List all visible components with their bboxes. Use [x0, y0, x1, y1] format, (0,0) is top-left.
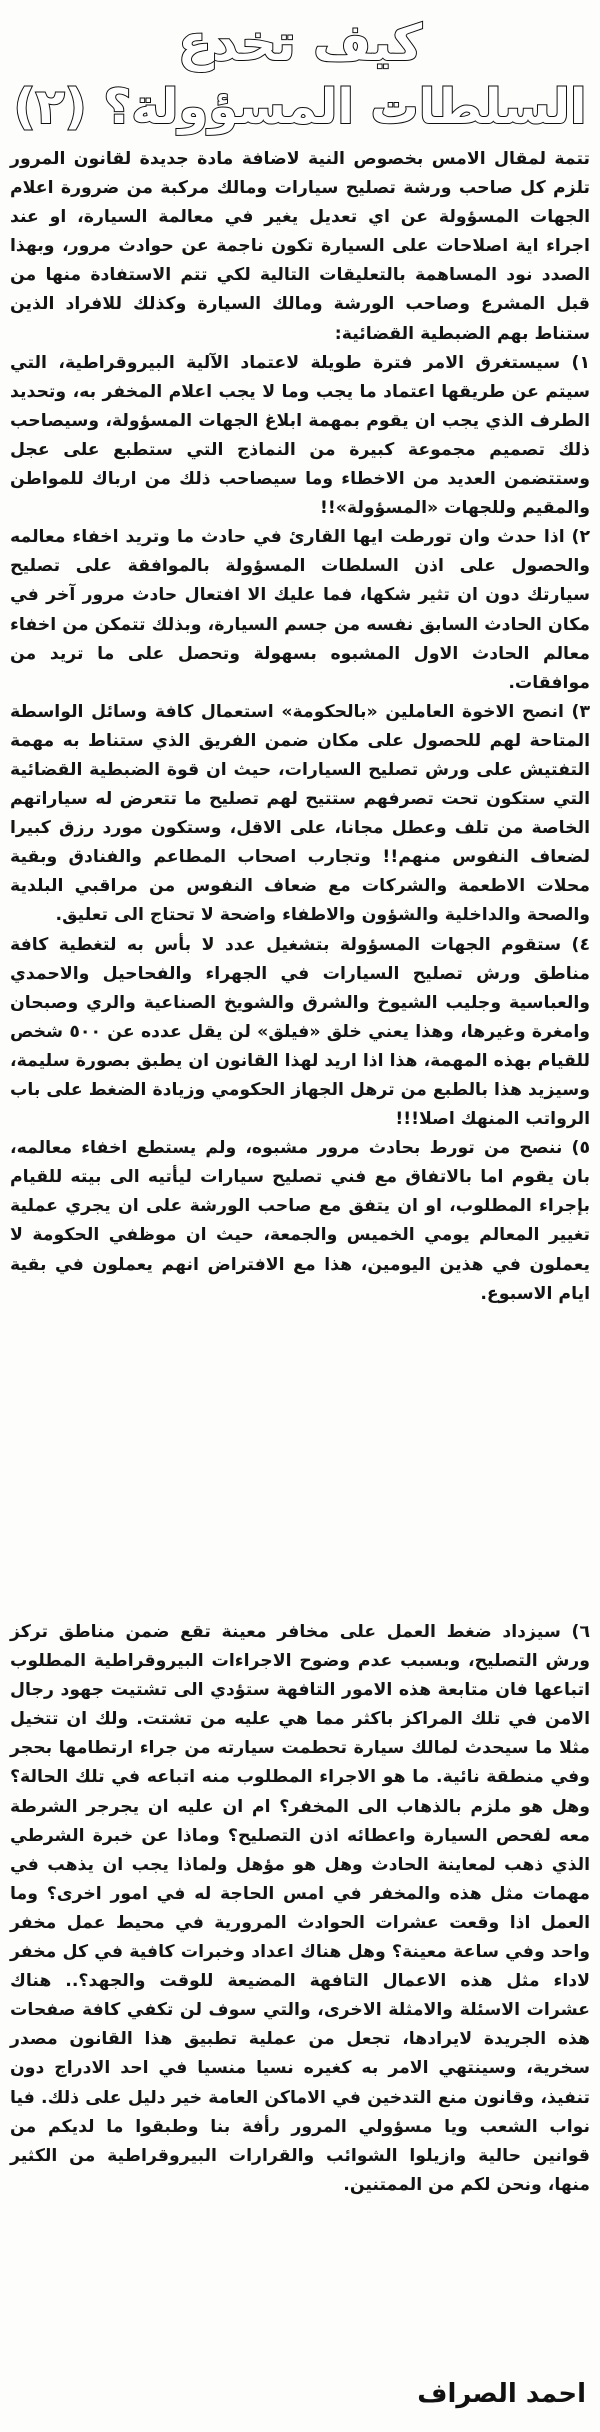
headline-line-2: السلطات المسؤولة؟ (٢) [13, 79, 587, 135]
point-5-paragraph: ٥) ننصح من تورط بحادث مرور مشبوه، ولم يستطع اخفاء معالمه، بان يقوم اما بالاتفاق مع فني تصليح سيارات ليأتيه الى بيته للقيام بإجراء المطلوب، او ان يتفق مع صاحب الورشة على ان يجري عملية تغيير المعالم يومي الخميس والجمعة، حيث ان موظفي الحكومة لا يعملون في هذين اليومين، هذا مع الافتراض انهم يعملون في بقية ايام الاسبوع. [10, 1138, 590, 1304]
point-6-paragraph: ٦) سيزداد ضغط العمل على مخافر معينة تقع ضمن مناطق تركز ورش التصليح، وبسبب عدم وضوح الاجراءات البيروقراطية المطلوب اتباعها فان متابعة هذه الامور التافهة ستؤدي الى تشتيت جهود رجال الامن في تلك المراكز باكثر مما هي عليه من تشتت. ولك ان تتخيل مثلا ما سيحدث لمالك سيارة تحطمت سيارته من جراء ارتطامها بحجر وفي منطقة نائية. ما هو الاجراء المطلوب منه اتباعه في تلك الحالة؟ وهل هو ملزم بالذهاب الى المخفر؟ ام ان عليه ان يجرجر الشرطة معه لفحص السيارة واعطائه اذن التصليح؟ وماذا عن خبرة الشرطي الذي ذهب لمعاينة الحادث وهل هو مؤهل ولماذا يجب ان يذهب في مهمات مثل هذه والمخفر في امس الحاجة له في امور اخرى؟ وما العمل اذا وقعت عشرات الحوادث المرورية في محيط عمل مخفر واحد وفي ساعة معينة؟ وهل هناك اعداد وخبرات كافية في كل مخفر لاداء مثل هذه الاعمال التافهة المضيعة للوقت والجهد؟.. هناك عشرات الاسئلة والامثلة الاخرى، والتي سوف لن تكفي كافة صفحات هذه الجريدة لايرادها، تجعل من عملية تطبيق هذا القانون مصدر سخرية، وسينتهي الامر به كغيره نسيا منسيا في احد الادراج دون تنفيذ، وقانون منع التدخين في الاماكن العامة خير دليل على ذلك. فيا نواب الشعب ويا مسؤولي المرور رأفة بنا وطبقوا ما لديكم من قوانين حالية وازيلوا الشوائب والقرارات البيروقراطية من الكثير منها، ونحن لكم من الممتنين. [10, 1622, 590, 2195]
author-byline: احمد الصراف [417, 2379, 586, 2409]
point-1-paragraph: ١) سيستغرق الامر فترة طويلة لاعتماد الآلية البيروقراطية، التي سيتم عن طريقها اعتماد ما يجب وما لا يجب اعلام المخفر به، وتحديد الطرف الذي يجب ان يقوم بمهمة ابلاغ الجهات المسؤولة، وسيصاحب ذلك تصميم مجموعة كبيرة من النماذج التي ستطبع على عجل وستتضمن العديد من الاخطاء وما سيصاحب ذلك من ارباك للمواطن والمقيم وللجهات «المسؤولة»!! [10, 352, 590, 519]
point-4-paragraph: ٤) ستقوم الجهات المسؤولة بتشغيل عدد لا بأس به لتغطية كافة مناطق ورش تصليح السيارات في الجهراء والفحاحيل والاحمدي والعباسية وجليب الشيوخ والشرق والشويخ الصناعية والري وصبحان وامغرة وغيرها، وهذا يعني خلق «فيلق» لن يقل عدده عن ٥٠٠ شخص للقيام بهذه المهمة، هذا اذا اريد لهذا القانون ان يطبق بصورة سليمة، وسيزيد هذا بالطبع من ترهل الجهاز الحكومي وزيادة الضغط على باب الرواتب المنهك اصلا!!! [10, 934, 590, 1130]
intro-paragraph: تتمة لمقال الامس بخصوص النية لاضافة مادة جديدة لقانون المرور تلزم كل صاحب ورشة تصليح سيارات ومالك مركبة من ضرورة اعلام الجهات المسؤولة عن اي تعديل يغير في معالمة السيارة، او عند اجراء اية اصلاحات على السيارة تكون ناجمة عن حوادث مرور، وبهذا الصدد نود المساهمة بالتعليقات التالية لكي تتم الاستفادة منها من قبل المشرع وصاحب الورشة ومالك السيارة وكذلك للافراد الذين ستناط بهم الضبطية القضائية: [10, 149, 590, 344]
point-3-paragraph: ٣) انصح الاخوة العاملين «بالحكومة» استعمال كافة وسائل الواسطة المتاحة لهم للحصول على مكان ضمن الفريق الذي ستناط به مهمة التفتيش على ورش تصليح السيارات، حيث ان قوة الضبطية القضائية التي ستكون تحت تصرفهم ستتيح لهم تصليح ما تتعرض له سياراتهم الخاصة من تلف وعطل مجانا، على الاقل، وستكون مورد رزق كبيرا لضعاف النفوس منهم!! وتجارب اصحاب المطاعم والفنادق وبقية محلات الاطعمة والشركات مع ضعاف النفوس من مراقبي البلدية والصحة والداخلية والشؤون والاطفاء واضحة لا تحتاج الى تعليق. [10, 701, 590, 926]
point-2-paragraph: ٢) اذا حدث وان تورطت ايها القارئ في حادث ما وتريد اخفاء معالمه والحصول على اذن السلطات المسؤولة بالموافقة على تصليح سيارتك دون ان تثير شكها، فما عليك الا افتعال حادث مرور آخر في مكان الحادث السابق نفسه من جسم السيارة، وبذلك تتمكن من اخفاء معالم الحادث الاول المشبوه بسهولة وتحصل على ما تريد من موافقات. [10, 527, 590, 693]
article-body-top [10, 145, 590, 1309]
article-body-bottom [10, 1618, 590, 2200]
headline-line-1: كيف تخدع [177, 14, 423, 72]
